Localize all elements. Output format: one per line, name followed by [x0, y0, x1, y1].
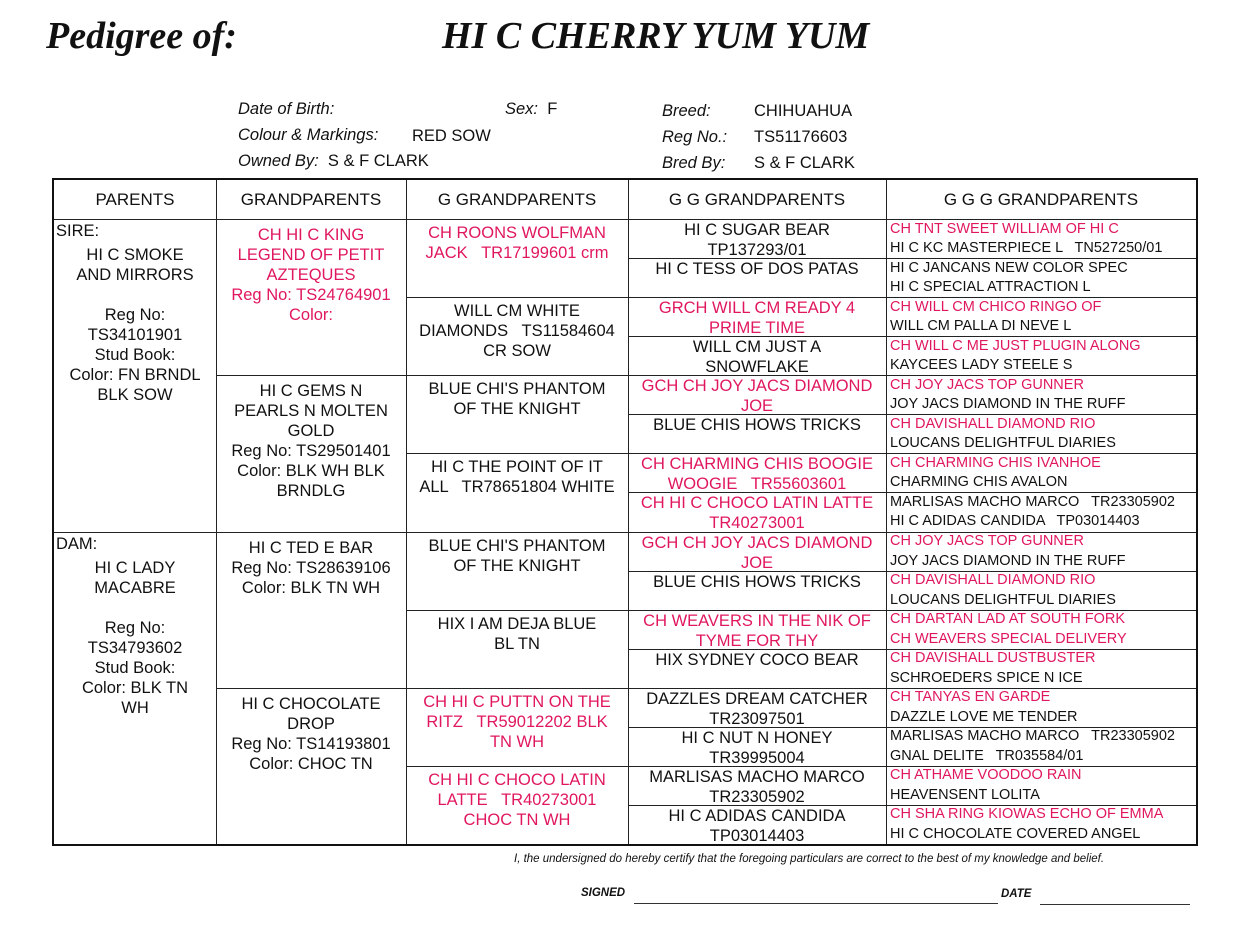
entry-line: ALL TR78651804 WHITE: [419, 478, 615, 497]
entry-line: Color: BLK TN: [81, 678, 189, 697]
entry-line: LATTE TR40273001: [437, 790, 597, 809]
row-divider: [406, 610, 628, 611]
gg-grandparent-entry: [630, 297, 884, 339]
entry-line: Stud Book:: [94, 346, 176, 364]
ggg-grandparent-entry: LOUCANS DELIGHTFUL DIARIES: [890, 591, 1116, 608]
row-divider: [406, 766, 628, 767]
pedigree-table: [52, 178, 1198, 846]
entry-line: MACABRE: [94, 578, 176, 597]
ggg-grandparent-entry: CH CHARMING CHIS IVANHOE: [890, 454, 1101, 471]
ggg-grandparent-entry: CH WILL CM CHICO RINGO OF: [890, 298, 1102, 315]
ggg-grandparent-entry: CH DAVISHALL DUSTBUSTER: [890, 650, 1096, 667]
entry-line: MARLISAS MACHO MARCO: [649, 767, 865, 786]
bred-label: Bred By:: [662, 154, 726, 172]
column-header: G G GRANDPARENTS: [668, 189, 846, 209]
entry-line: TP03014403: [709, 826, 805, 845]
ggg-grandparent-entry: HI C KC MASTERPIECE L TN527250/01: [890, 240, 1163, 257]
parent-entry: [56, 219, 214, 532]
entry-line: Color: CHOC TN: [249, 754, 373, 773]
ggg-grandparent-entry: KAYCEES LADY STEELE S: [890, 357, 1073, 374]
entry-line: CHOC TN WH: [463, 810, 571, 829]
entry-line: Reg No: TS29501401: [231, 442, 391, 461]
entry-line: OF THE KNIGHT: [453, 400, 581, 419]
ggg-grandparent-entry: HI C SPECIAL ATTRACTION L: [890, 279, 1091, 296]
entry-line: CH CHARMING CHIS BOOGIE: [641, 455, 873, 474]
parent-role-label: DAM:: [56, 534, 98, 553]
gg-grandparent-entry: [630, 649, 884, 671]
entry-line: BL TN: [494, 634, 540, 653]
ggg-grandparent-entry: CHARMING CHIS AVALON: [890, 474, 1068, 491]
entry-line: TYME FOR THY: [695, 631, 819, 650]
entry-line: Color: BLK TN WH: [241, 578, 381, 597]
ggg-grandparent-entry: CH WEAVERS SPECIAL DELIVERY: [890, 630, 1127, 647]
entry-line: Reg No:: [104, 618, 166, 637]
entry-line: DIAMONDS TS11584604: [419, 322, 615, 341]
entry-line: WILL CM JUST A: [692, 338, 822, 357]
entry-line: CR SOW: [483, 342, 551, 361]
entry-line: TS34101901: [87, 326, 183, 344]
gg-grandparent-entry: [630, 571, 884, 593]
entry-line: CH HI C CHOCO LATIN: [428, 770, 606, 789]
entry-line: BLUE CHIS HOWS TRICKS: [653, 416, 861, 435]
ggg-grandparent-entry: HI C JANCANS NEW COLOR SPEC: [890, 259, 1128, 276]
great-grandparent-entry: [408, 534, 626, 576]
row-divider: [406, 688, 628, 689]
entry-line: HIX I AM DEJA BLUE: [437, 614, 597, 633]
gg-grandparent-entry: [630, 414, 884, 436]
gg-grandparent-entry: [630, 336, 884, 378]
row-divider: [216, 532, 406, 533]
ggg-grandparent-entry: HEAVENSENT LOLITA: [890, 786, 1040, 803]
entry-line: JOE: [740, 553, 774, 572]
date-line[interactable]: [1040, 904, 1190, 905]
entry-line: CH HI C PUTTN ON THE: [423, 692, 611, 711]
pedigree-label: Pedigree of:: [46, 15, 237, 57]
owned-value: S & F CLARK: [327, 152, 429, 170]
gg-grandparent-entry: [630, 688, 884, 730]
row-divider: [406, 375, 628, 376]
breed-label: Breed:: [662, 102, 711, 120]
gg-grandparent-entry: [630, 258, 884, 280]
entry-line: GCH CH JOY JACS DIAMOND: [641, 533, 873, 552]
great-grandparent-entry: [408, 690, 626, 752]
entry-line: WILL CM WHITE: [454, 302, 580, 321]
entry-line: HI C TESS OF DOS PATAS: [655, 260, 859, 279]
gg-grandparent-entry: [630, 610, 884, 652]
sex-value: F: [547, 100, 558, 118]
entry-line: Reg No: TS28639106: [231, 558, 391, 577]
entry-line: OF THE KNIGHT: [453, 556, 581, 575]
entry-line: JOE: [740, 397, 774, 416]
gg-grandparent-entry: [630, 727, 884, 769]
entry-line: CH HI C KING: [257, 226, 365, 244]
great-grandparent-entry: [408, 299, 626, 361]
colour-label: Colour & Markings:: [238, 126, 379, 144]
gg-grandparent-entry: [630, 805, 884, 847]
signature-line[interactable]: [634, 903, 998, 904]
entry-line: WOOGIE TR55603601: [667, 475, 847, 494]
sex-label: Sex:: [505, 100, 539, 118]
entry-line: BLUE CHIS HOWS TRICKS: [653, 572, 861, 591]
ggg-grandparent-entry: CH SHA RING KIOWAS ECHO OF EMMA: [890, 806, 1164, 823]
ggg-grandparent-entry: CH JOY JACS TOP GUNNER: [890, 376, 1084, 393]
parent-role-label: SIRE:: [56, 222, 100, 240]
ggg-grandparent-entry: CH JOY JACS TOP GUNNER: [890, 533, 1084, 549]
row-divider: [406, 532, 628, 533]
entry-line: GRCH WILL CM READY 4: [658, 299, 856, 318]
entry-line: HI C ADIDAS CANDIDA: [668, 806, 846, 825]
entry-line: AND MIRRORS: [76, 266, 194, 284]
entry-line: BRNDLG: [276, 482, 346, 501]
ggg-grandparent-entry: WILL CM PALLA DI NEVE L: [890, 318, 1072, 335]
entry-line: TR23305902: [709, 787, 805, 806]
entry-line: TR23097501: [709, 709, 805, 728]
great-grandparent-entry: [408, 221, 626, 263]
great-grandparent-entry: [408, 455, 626, 497]
ggg-grandparent-entry: CH ATHAME VOODOO RAIN: [890, 767, 1082, 784]
ggg-grandparent-entry: JOY JACS DIAMOND IN THE RUFF: [890, 552, 1126, 569]
row-divider: [406, 297, 628, 298]
entry-line: Reg No: TS14193801: [231, 734, 391, 753]
entry-line: PRIME TIME: [709, 319, 805, 338]
entry-line: Reg No: TS24764901: [231, 286, 391, 304]
ggg-grandparent-entry: MARLISAS MACHO MARCO TR23305902: [890, 728, 1175, 745]
entry-line: RITZ TR59012202 BLK: [426, 712, 608, 731]
reg-label: Reg No.:: [662, 128, 728, 146]
grandparent-entry: [218, 379, 404, 501]
entry-line: HI C GEMS N: [259, 382, 363, 401]
entry-line: [56, 285, 214, 305]
entry-line: BLK SOW: [97, 386, 173, 404]
entry-line: HI C NUT N HONEY: [681, 728, 833, 747]
bred-value: S & F CLARK: [754, 154, 855, 172]
date-label: DATE: [1001, 888, 1032, 900]
ggg-grandparent-entry: SCHROEDERS SPICE N ICE: [890, 669, 1083, 686]
entry-line: HI C LADY: [94, 558, 176, 577]
column-header: G GRANDPARENTS: [437, 189, 597, 209]
entry-line: Stud Book:: [94, 658, 176, 677]
grandparent-entry: [218, 223, 404, 325]
gg-grandparent-entry: [630, 532, 884, 574]
entry-line: HI C THE POINT OF IT: [431, 458, 603, 477]
ggg-grandparent-entry: MARLISAS MACHO MARCO TR23305902: [890, 493, 1175, 510]
entry-line: CH WEAVERS IN THE NIK OF: [643, 611, 871, 630]
column-divider: [628, 180, 629, 844]
entry-line: BLUE CHI'S PHANTOM: [428, 536, 606, 555]
row-divider: [406, 453, 628, 454]
entry-line: HIX SYDNEY COCO BEAR: [655, 650, 859, 669]
column-header: GRANDPARENTS: [240, 189, 382, 209]
entry-line: TP137293/01: [707, 241, 807, 259]
column-divider: [216, 180, 217, 844]
entry-line: TS34793602: [87, 638, 183, 657]
entry-line: AZTEQUES: [266, 266, 356, 284]
great-grandparent-entry: [408, 612, 626, 654]
gg-grandparent-entry: [630, 375, 884, 417]
row-divider: [216, 688, 406, 689]
ggg-grandparent-entry: LOUCANS DELIGHTFUL DIARIES: [890, 435, 1116, 452]
ggg-grandparent-entry: CH DAVISHALL DIAMOND RIO: [890, 572, 1096, 589]
entry-line: LEGEND OF PETIT: [237, 246, 385, 264]
ggg-grandparent-entry: HI C CHOCOLATE COVERED ANGEL: [890, 825, 1141, 842]
gg-grandparent-entry: [630, 492, 884, 534]
dog-name-title: HI C CHERRY YUM YUM: [442, 15, 870, 57]
entry-line: WH: [121, 698, 149, 717]
grandparent-entry: [218, 536, 404, 598]
entry-line: TR39995004: [709, 748, 805, 767]
entry-line: HI C SUGAR BEAR: [684, 221, 830, 239]
entry-line: CH ROONS WOLFMAN: [428, 224, 606, 242]
entry-line: GOLD: [287, 422, 335, 441]
entry-line: JACK TR17199601 crm: [425, 244, 609, 262]
gg-grandparent-entry: [630, 453, 884, 495]
entry-line: SNOWFLAKE: [705, 358, 809, 377]
breed-value: CHIHUAHUA: [754, 102, 853, 120]
entry-line: HI C TED E BAR: [248, 538, 374, 557]
signed-label: SIGNED: [581, 887, 626, 899]
owned-label: Owned By:: [238, 152, 319, 170]
parent-entry: [56, 532, 214, 845]
entry-line: HI C CHOCOLATE: [241, 694, 381, 713]
great-grandparent-entry: [408, 768, 626, 830]
entry-line: Color: BLK WH BLK: [237, 462, 385, 481]
entry-line: Color:: [288, 306, 333, 324]
ggg-grandparent-entry: CH DAVISHALL DIAMOND RIO: [890, 415, 1096, 432]
entry-line: DROP: [287, 714, 335, 733]
ggg-grandparent-entry: CH WILL C ME JUST PLUGIN ALONG: [890, 337, 1141, 354]
column-header: PARENTS: [95, 189, 175, 209]
ggg-grandparent-entry: CH TANYAS EN GARDE: [890, 689, 1051, 706]
row-divider: [216, 375, 406, 376]
ggg-grandparent-entry: DAZZLE LOVE ME TENDER: [890, 708, 1078, 725]
entry-line: GCH CH JOY JACS DIAMOND: [641, 377, 873, 396]
entry-line: TN WH: [489, 732, 545, 751]
ggg-grandparent-entry: CH TNT SWEET WILLIAM OF HI C: [890, 220, 1119, 237]
column-divider: [406, 180, 407, 844]
entry-line: HI C SMOKE: [86, 246, 184, 264]
entry-line: TR40273001: [709, 514, 805, 533]
ggg-grandparent-entry: HI C ADIDAS CANDIDA TP03014403: [890, 513, 1140, 530]
great-grandparent-entry: [408, 377, 626, 419]
entry-line: CH HI C CHOCO LATIN LATTE: [640, 494, 874, 513]
gg-grandparent-entry: [630, 766, 884, 808]
ggg-grandparent-entry: JOY JACS DIAMOND IN THE RUFF: [890, 396, 1126, 413]
ggg-grandparent-entry: GNAL DELITE TR035584/01: [890, 747, 1084, 764]
colour-value: RED SOW: [412, 127, 491, 145]
dob-label: Date of Birth:: [238, 100, 335, 118]
certification-text: I, the undersigned do hereby certify that the foregoing particulars are correct to the best of my knowledge and belief.: [514, 853, 1105, 865]
grandparent-entry: [218, 692, 404, 774]
entry-line: Reg No:: [104, 306, 166, 324]
reg-value: TS51176603: [754, 128, 848, 146]
entry-line: Color: FN BRNDL: [69, 366, 201, 384]
entry-line: PEARLS N MOLTEN: [234, 402, 388, 421]
column-header: G G G GRANDPARENTS: [943, 189, 1139, 209]
ggg-grandparent-entry: CH DARTAN LAD AT SOUTH FORK: [890, 611, 1125, 628]
entry-line: DAZZLES DREAM CATCHER: [646, 689, 868, 708]
entry-line: [56, 598, 214, 618]
entry-line: BLUE CHI'S PHANTOM: [428, 380, 606, 399]
gg-grandparent-entry: [630, 219, 884, 261]
